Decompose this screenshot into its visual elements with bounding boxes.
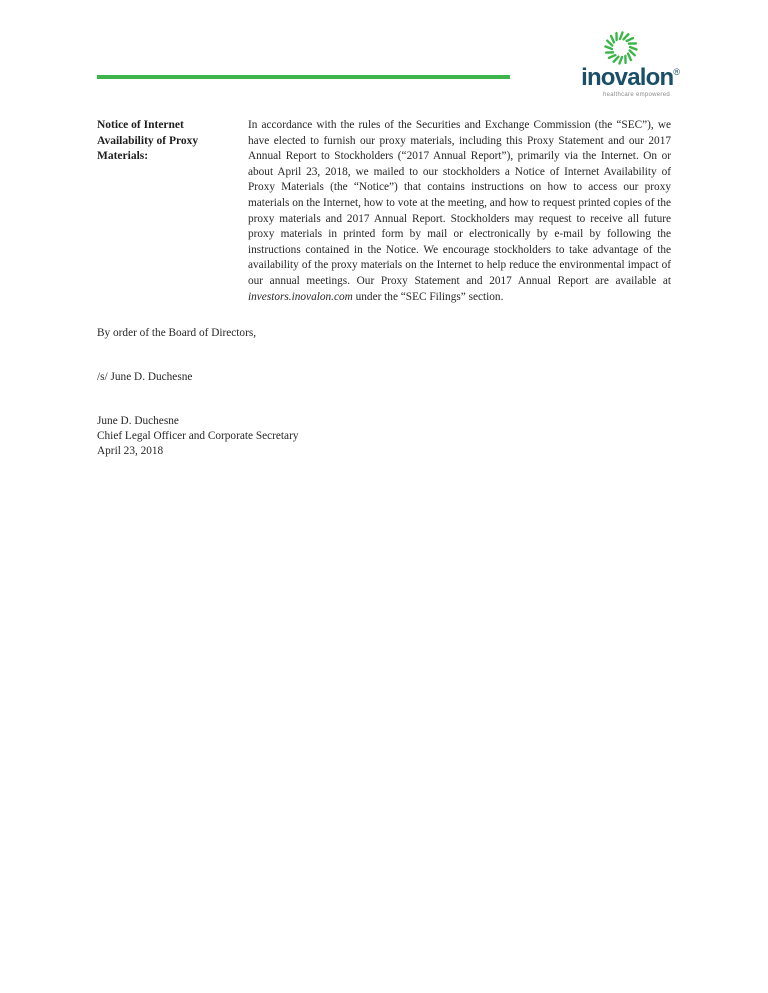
notice-label-line-2: Availability of Proxy [97,134,199,147]
notice-paragraph [248,118,671,305]
inovalon-wordmark [562,66,680,90]
signer-name: June D. Duchesne [97,415,179,428]
signer-title: Chief Legal Officer and Corporate Secretary [97,430,299,443]
notice-paragraph-part-2: under the “SEC Filings” section. [352,290,504,303]
registered-mark: ® [673,67,680,77]
board-order-line: By order of the Board of Directors, [97,327,257,340]
notice-label-line-3: Materials: [97,150,149,163]
notice-of-internet-availability-section [97,118,671,305]
green-divider-rule [97,75,510,79]
notice-label-line-1: Notice of Internet [97,119,184,131]
signature-line: /s/ June D. Duchesne [97,371,193,384]
investor-site-text: investors.inovalon.com [248,290,353,303]
content-area [97,118,671,459]
signature-date: April 23, 2018 [97,445,164,458]
notice-label [97,118,248,165]
signature-block [97,326,671,459]
brand-tagline: healthcare empowered [602,92,670,98]
brand-name: inovalon [581,64,674,91]
notice-paragraph-part-1: In accordance with the rules of the Securities and Exchange Commission (the “SEC”), we have elected to furnish our proxy materials, including this Proxy Statement and our 2017 Annual Report to Stockholders (“2017 Annual Report”), primarily via the Internet. On or about April 23, 2018, we mailed to our stockholders a Notice of Internet Availability of Proxy Materials (the “Notice”) that contains instructions on how to access our proxy materials on the Internet, how to vote at the meeting, and how to request printed copies of the proxy materials and 2017 Annual Report. Stockholders may request to receive all future proxy materials in printed form by mail or electronically by e-mail by following the instructions contained in the Notice. We encourage stockholders to take advantage of the availability of the proxy materials on the Internet to help reduce the environmental impact of our annual meetings. Our Proxy Statement and 2017 Annual Report are available at [248,119,671,287]
inovalon-logo [562,28,680,98]
inovalon-swirl-icon [562,28,680,68]
